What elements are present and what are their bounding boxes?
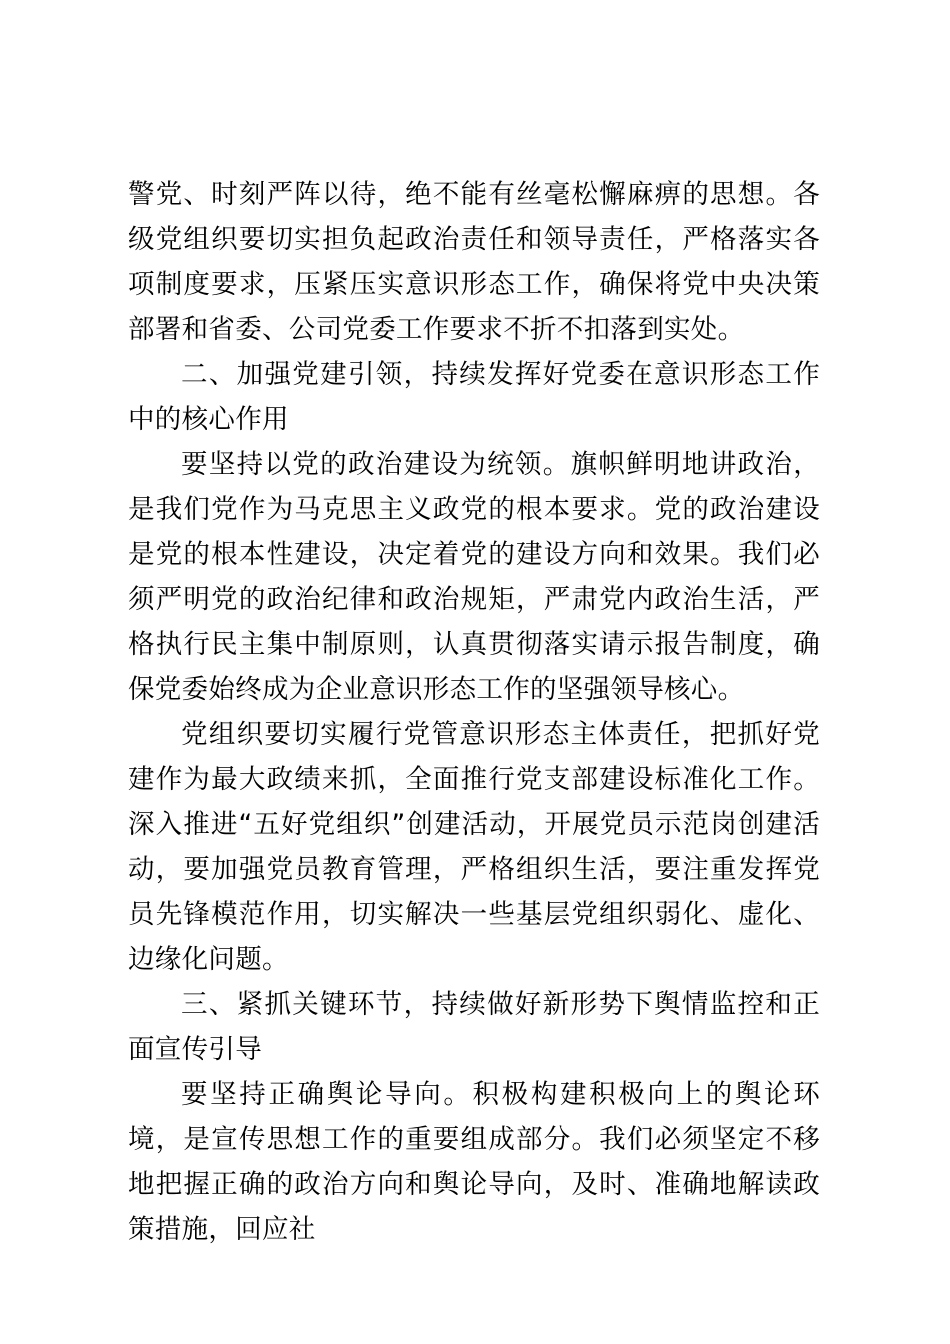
- document-page: [128, 172, 820, 1252]
- body-paragraph: 要坚持以党的政治建设为统领。旗帜鲜明地讲政治，是我们党作为马克思主义政党的根本要求。党的政治建设是党的根本性建设，决定着党的建设方向和效果。我们必须严明党的政治纪律和政治规矩，严肃党内政治生活，严格执行民主集中制原则，认真贯彻落实请示报告制度，确保党委始终成为企业意识形态工作的坚强领导核心。: [128, 449, 820, 705]
- section-heading-three: 三、紧抓关键环节，持续做好新形势下舆情监控和正面宣传引导: [128, 989, 820, 1065]
- body-paragraph-continued: 警党、时刻严阵以待，绝不能有丝毫松懈麻痹的思想。各级党组织要切实担负起政治责任和领导责任，严格落实各项制度要求，压紧压实意识形态工作，确保将党中央决策部署和省委、公司党委工作要求不折不扣落到实处。: [128, 179, 820, 345]
- section-heading-two: 二、加强党建引领，持续发挥好党委在意识形态工作中的核心作用: [128, 359, 820, 435]
- body-paragraph: 党组织要切实履行党管意识形态主体责任，把抓好党建作为最大政绩来抓，全面推行党支部建设标准化工作。深入推进“五好党组织”创建活动，开展党员示范岗创建活动，要加强党员教育管理，严格组织生活，要注重发挥党员先锋模范作用，切实解决一些基层党组织弱化、虚化、边缘化问题。: [128, 719, 820, 975]
- body-paragraph: 要坚持正确舆论导向。积极构建积极向上的舆论环境，是宣传思想工作的重要组成部分。我们必须坚定不移地把握正确的政治方向和舆论导向，及时、准确地解读政策措施，回应社: [128, 1079, 820, 1245]
